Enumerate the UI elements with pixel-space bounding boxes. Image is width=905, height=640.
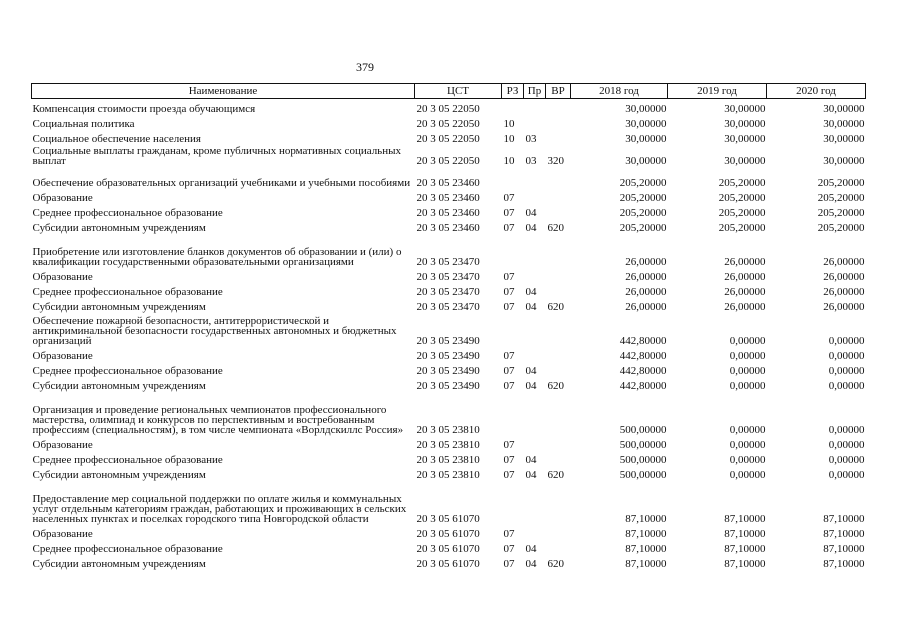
cell-cst: 20 3 05 61070 bbox=[416, 543, 480, 555]
cell-cst: 20 3 05 23490 bbox=[416, 365, 480, 377]
cell-y2020: 0,00000 bbox=[828, 424, 865, 436]
cell-vr bbox=[546, 450, 571, 465]
cell-y2018: 205,20000 bbox=[619, 222, 667, 234]
cell-y2019: 87,10000 bbox=[724, 558, 766, 570]
cell-rz bbox=[502, 99, 524, 115]
cell-y2020: 205,20000 bbox=[817, 177, 865, 189]
table-row bbox=[32, 144, 866, 166]
cell-rz bbox=[502, 391, 524, 435]
cell-vr bbox=[546, 391, 571, 435]
cell-pr: 04 bbox=[525, 454, 537, 466]
cell-rz bbox=[502, 233, 524, 267]
page-number: 379 bbox=[356, 60, 374, 74]
cell-y2018: 87,10000 bbox=[625, 528, 667, 540]
cell-vr bbox=[546, 267, 571, 282]
cell-y2019: 0,00000 bbox=[729, 365, 766, 377]
cell-rz: 07 bbox=[503, 558, 515, 570]
cell-rz: 07 bbox=[503, 222, 515, 234]
cell-rz: 07 bbox=[503, 528, 515, 540]
cell-rz: 07 bbox=[503, 286, 515, 298]
cell-pr bbox=[524, 99, 546, 115]
table-row bbox=[32, 233, 866, 267]
cell-cst: 20 3 05 23460 bbox=[416, 207, 480, 219]
table-row bbox=[32, 346, 866, 361]
cell-pr bbox=[524, 233, 546, 267]
cell-y2020: 0,00000 bbox=[828, 335, 865, 347]
cell-y2019: 0,00000 bbox=[729, 454, 766, 466]
cell-pr: 04 bbox=[525, 380, 537, 392]
cell-vr bbox=[546, 114, 571, 129]
cell-y2019: 205,20000 bbox=[718, 207, 766, 219]
cell-pr bbox=[524, 435, 546, 450]
cell-vr bbox=[546, 524, 571, 539]
cell-y2018: 205,20000 bbox=[619, 192, 667, 204]
header-pr: Пр bbox=[524, 84, 546, 99]
cell-cst: 20 3 05 61070 bbox=[416, 558, 480, 570]
table-row bbox=[32, 524, 866, 539]
cell-y2019: 30,00000 bbox=[724, 118, 766, 130]
cell-cst: 20 3 05 23470 bbox=[416, 286, 480, 298]
cell-cst: 20 3 05 23470 bbox=[416, 256, 480, 268]
table-row bbox=[32, 203, 866, 218]
cell-name: Субсидии автономным учреждениям bbox=[32, 301, 206, 313]
cell-y2020: 30,00000 bbox=[823, 118, 865, 130]
cell-name: Субсидии автономным учреждениям bbox=[32, 222, 206, 234]
cell-cst: 20 3 05 23490 bbox=[416, 380, 480, 392]
cell-cst: 20 3 05 23810 bbox=[416, 439, 480, 451]
cell-rz: 10 bbox=[503, 118, 515, 130]
cell-pr bbox=[524, 267, 546, 282]
cell-cst: 20 3 05 23470 bbox=[416, 301, 480, 313]
table-row bbox=[32, 376, 866, 391]
cell-rz: 10 bbox=[503, 133, 515, 145]
cell-y2020: 26,00000 bbox=[823, 286, 865, 298]
cell-name: Субсидии автономным учреждениям bbox=[32, 558, 206, 570]
cell-cst: 20 3 05 22050 bbox=[416, 103, 480, 115]
cell-vr bbox=[546, 435, 571, 450]
cell-name: Компенсация стоимости проезда обучающимся bbox=[32, 103, 256, 115]
cell-vr: 620 bbox=[547, 380, 564, 392]
cell-name: Образование bbox=[32, 350, 93, 362]
cell-name: Среднее профессиональное образование bbox=[32, 207, 223, 219]
cell-y2019: 87,10000 bbox=[724, 513, 766, 525]
cell-name: Среднее профессиональное образование bbox=[32, 286, 223, 298]
table-row bbox=[32, 99, 866, 115]
cell-vr bbox=[546, 99, 571, 115]
cell-y2018: 30,00000 bbox=[625, 133, 667, 145]
cell-y2018: 205,20000 bbox=[619, 177, 667, 189]
table-row bbox=[32, 435, 866, 450]
cell-y2018: 87,10000 bbox=[625, 543, 667, 555]
cell-vr: 620 bbox=[547, 469, 564, 481]
cell-pr bbox=[524, 480, 546, 524]
cell-cst: 20 3 05 23490 bbox=[416, 335, 480, 347]
cell-y2018: 30,00000 bbox=[625, 155, 667, 167]
cell-rz: 07 bbox=[503, 365, 515, 377]
cell-name: Образование bbox=[32, 192, 93, 204]
cell-rz: 07 bbox=[503, 469, 515, 481]
cell-y2020: 30,00000 bbox=[823, 133, 865, 145]
cell-y2018: 30,00000 bbox=[625, 118, 667, 130]
table-row bbox=[32, 218, 866, 233]
cell-y2018: 500,00000 bbox=[619, 424, 667, 436]
cell-y2020: 30,00000 bbox=[823, 103, 865, 115]
header-2020: 2020 год bbox=[767, 84, 866, 99]
cell-vr bbox=[546, 480, 571, 524]
cell-pr: 04 bbox=[525, 469, 537, 481]
cell-y2019: 205,20000 bbox=[718, 192, 766, 204]
cell-y2019: 26,00000 bbox=[724, 301, 766, 313]
cell-y2020: 0,00000 bbox=[828, 365, 865, 377]
cell-rz: 07 bbox=[503, 439, 515, 451]
cell-pr bbox=[524, 346, 546, 361]
cell-y2019: 0,00000 bbox=[729, 469, 766, 481]
cell-name: Образование bbox=[32, 439, 93, 451]
cell-y2019: 0,00000 bbox=[729, 424, 766, 436]
cell-vr bbox=[546, 129, 571, 144]
table-header-row bbox=[32, 84, 866, 99]
cell-pr bbox=[524, 312, 546, 346]
cell-name: Среднее профессиональное образование bbox=[32, 543, 223, 555]
cell-y2019: 30,00000 bbox=[724, 103, 766, 115]
cell-y2019: 0,00000 bbox=[729, 335, 766, 347]
header-vr: ВР bbox=[546, 84, 571, 99]
cell-vr bbox=[546, 166, 571, 188]
cell-pr: 04 bbox=[525, 543, 537, 555]
cell-y2020: 205,20000 bbox=[817, 222, 865, 234]
header-2019: 2019 год bbox=[668, 84, 767, 99]
cell-pr bbox=[524, 188, 546, 203]
cell-y2019: 0,00000 bbox=[729, 350, 766, 362]
cell-vr bbox=[546, 188, 571, 203]
cell-y2019: 26,00000 bbox=[724, 256, 766, 268]
cell-pr bbox=[524, 166, 546, 188]
cell-y2018: 30,00000 bbox=[625, 103, 667, 115]
table-row bbox=[32, 297, 866, 312]
cell-rz: 07 bbox=[503, 207, 515, 219]
cell-rz: 07 bbox=[503, 271, 515, 283]
cell-name: Социальные выплаты гражданам, кроме публичных нормативных социальных выплат bbox=[32, 145, 401, 167]
cell-rz: 10 bbox=[503, 155, 515, 167]
cell-y2020: 87,10000 bbox=[823, 558, 865, 570]
cell-name: Обеспечение образовательных организаций учебниками и учебными пособиями bbox=[32, 177, 411, 189]
cell-name: Приобретение или изготовление бланков документов об образовании и (или) о квалификации государственными образовательными организациями bbox=[32, 246, 402, 268]
table-row bbox=[32, 188, 866, 203]
cell-y2019: 26,00000 bbox=[724, 286, 766, 298]
cell-rz: 07 bbox=[503, 454, 515, 466]
cell-y2018: 442,80000 bbox=[619, 365, 667, 377]
cell-vr: 620 bbox=[547, 222, 564, 234]
cell-y2018: 442,80000 bbox=[619, 350, 667, 362]
header-cst: ЦСТ bbox=[415, 84, 502, 99]
cell-y2018: 500,00000 bbox=[619, 454, 667, 466]
cell-name: Социальная политика bbox=[32, 118, 135, 130]
header-rz: РЗ bbox=[502, 84, 524, 99]
cell-y2019: 205,20000 bbox=[718, 177, 766, 189]
table-row bbox=[32, 539, 866, 554]
cell-rz bbox=[502, 166, 524, 188]
cell-name: Социальное обеспечение населения bbox=[32, 133, 201, 145]
cell-y2018: 26,00000 bbox=[625, 301, 667, 313]
cell-y2020: 0,00000 bbox=[828, 380, 865, 392]
cell-y2019: 0,00000 bbox=[729, 380, 766, 392]
cell-pr: 04 bbox=[525, 301, 537, 313]
cell-y2020: 87,10000 bbox=[823, 513, 865, 525]
cell-y2018: 87,10000 bbox=[625, 513, 667, 525]
table-row bbox=[32, 166, 866, 188]
cell-cst: 20 3 05 23460 bbox=[416, 222, 480, 234]
table-row bbox=[32, 114, 866, 129]
cell-pr: 04 bbox=[525, 222, 537, 234]
cell-y2019: 26,00000 bbox=[724, 271, 766, 283]
cell-vr bbox=[546, 203, 571, 218]
cell-y2020: 205,20000 bbox=[817, 192, 865, 204]
cell-y2018: 442,80000 bbox=[619, 380, 667, 392]
table-row bbox=[32, 391, 866, 435]
cell-y2020: 26,00000 bbox=[823, 256, 865, 268]
cell-cst: 20 3 05 23470 bbox=[416, 271, 480, 283]
table-row bbox=[32, 480, 866, 524]
cell-name: Среднее профессиональное образование bbox=[32, 454, 223, 466]
table-row bbox=[32, 267, 866, 282]
cell-name: Субсидии автономным учреждениям bbox=[32, 469, 206, 481]
cell-rz: 07 bbox=[503, 301, 515, 313]
cell-pr bbox=[524, 524, 546, 539]
cell-y2020: 30,00000 bbox=[823, 155, 865, 167]
cell-y2019: 87,10000 bbox=[724, 528, 766, 540]
cell-rz: 07 bbox=[503, 380, 515, 392]
cell-y2020: 87,10000 bbox=[823, 528, 865, 540]
cell-y2018: 26,00000 bbox=[625, 286, 667, 298]
table-row bbox=[32, 129, 866, 144]
cell-pr bbox=[524, 391, 546, 435]
cell-y2020: 0,00000 bbox=[828, 469, 865, 481]
cell-cst: 20 3 05 22050 bbox=[416, 155, 480, 167]
table-row bbox=[32, 465, 866, 480]
cell-y2020: 0,00000 bbox=[828, 350, 865, 362]
cell-y2019: 30,00000 bbox=[724, 133, 766, 145]
cell-cst: 20 3 05 22050 bbox=[416, 133, 480, 145]
cell-vr bbox=[546, 233, 571, 267]
cell-y2018: 205,20000 bbox=[619, 207, 667, 219]
cell-rz: 07 bbox=[503, 192, 515, 204]
table-row bbox=[32, 282, 866, 297]
cell-pr: 03 bbox=[525, 155, 537, 167]
cell-vr bbox=[546, 539, 571, 554]
cell-cst: 20 3 05 23810 bbox=[416, 469, 480, 481]
cell-y2018: 500,00000 bbox=[619, 439, 667, 451]
cell-y2018: 500,00000 bbox=[619, 469, 667, 481]
cell-pr: 03 bbox=[525, 133, 537, 145]
cell-pr: 04 bbox=[525, 365, 537, 377]
cell-vr bbox=[546, 312, 571, 346]
cell-vr bbox=[546, 346, 571, 361]
budget-table bbox=[31, 83, 866, 569]
cell-vr: 620 bbox=[547, 558, 564, 570]
cell-rz: 07 bbox=[503, 350, 515, 362]
cell-y2019: 87,10000 bbox=[724, 543, 766, 555]
cell-name: Обеспечение пожарной безопасности, антитеррористической и антикриминальной безопасности государственных автономных и бюджетных организаций bbox=[32, 315, 397, 347]
cell-name: Среднее профессиональное образование bbox=[32, 365, 223, 377]
cell-name: Организация и проведение региональных чемпионатов профессионального мастерства, олимпиад и конкурсов по перспективным и востребованным профессиям (специальностям), в том числе чемпионата «Ворлдскиллс Россия» bbox=[32, 404, 404, 436]
cell-name: Образование bbox=[32, 528, 93, 540]
cell-name: Образование bbox=[32, 271, 93, 283]
cell-pr bbox=[524, 114, 546, 129]
cell-cst: 20 3 05 23810 bbox=[416, 454, 480, 466]
cell-vr: 620 bbox=[547, 301, 564, 313]
cell-y2019: 205,20000 bbox=[718, 222, 766, 234]
cell-cst: 20 3 05 23460 bbox=[416, 192, 480, 204]
cell-y2019: 0,00000 bbox=[729, 439, 766, 451]
cell-rz bbox=[502, 480, 524, 524]
table-row bbox=[32, 554, 866, 569]
cell-rz: 07 bbox=[503, 543, 515, 555]
cell-vr bbox=[546, 282, 571, 297]
cell-rz bbox=[502, 312, 524, 346]
cell-cst: 20 3 05 61070 bbox=[416, 528, 480, 540]
cell-y2020: 0,00000 bbox=[828, 454, 865, 466]
cell-y2018: 442,80000 bbox=[619, 335, 667, 347]
cell-y2020: 0,00000 bbox=[828, 439, 865, 451]
cell-y2018: 26,00000 bbox=[625, 256, 667, 268]
cell-name: Предоставление мер социальной поддержки по оплате жилья и коммунальных услуг отдельным категориям граждан, работающих и проживающих в сельских населенных пунктах и поселках городского типа Новгородской области bbox=[32, 493, 407, 525]
cell-y2020: 26,00000 bbox=[823, 301, 865, 313]
cell-y2018: 87,10000 bbox=[625, 558, 667, 570]
cell-y2020: 205,20000 bbox=[817, 207, 865, 219]
table-row bbox=[32, 450, 866, 465]
cell-cst: 20 3 05 61070 bbox=[416, 513, 480, 525]
cell-cst: 20 3 05 23810 bbox=[416, 424, 480, 436]
cell-pr: 04 bbox=[525, 286, 537, 298]
table-row bbox=[32, 312, 866, 346]
table-body bbox=[32, 99, 866, 570]
cell-y2019: 30,00000 bbox=[724, 155, 766, 167]
cell-pr: 04 bbox=[525, 558, 537, 570]
header-2018: 2018 год bbox=[571, 84, 668, 99]
cell-vr: 320 bbox=[547, 155, 564, 167]
cell-y2020: 26,00000 bbox=[823, 271, 865, 283]
cell-cst: 20 3 05 22050 bbox=[416, 118, 480, 130]
cell-cst: 20 3 05 23490 bbox=[416, 350, 480, 362]
cell-cst: 20 3 05 23460 bbox=[416, 177, 480, 189]
cell-y2018: 26,00000 bbox=[625, 271, 667, 283]
cell-vr bbox=[546, 361, 571, 376]
header-name: Наименование bbox=[32, 84, 415, 99]
cell-pr: 04 bbox=[525, 207, 537, 219]
table-row bbox=[32, 361, 866, 376]
cell-name: Субсидии автономным учреждениям bbox=[32, 380, 206, 392]
cell-y2020: 87,10000 bbox=[823, 543, 865, 555]
